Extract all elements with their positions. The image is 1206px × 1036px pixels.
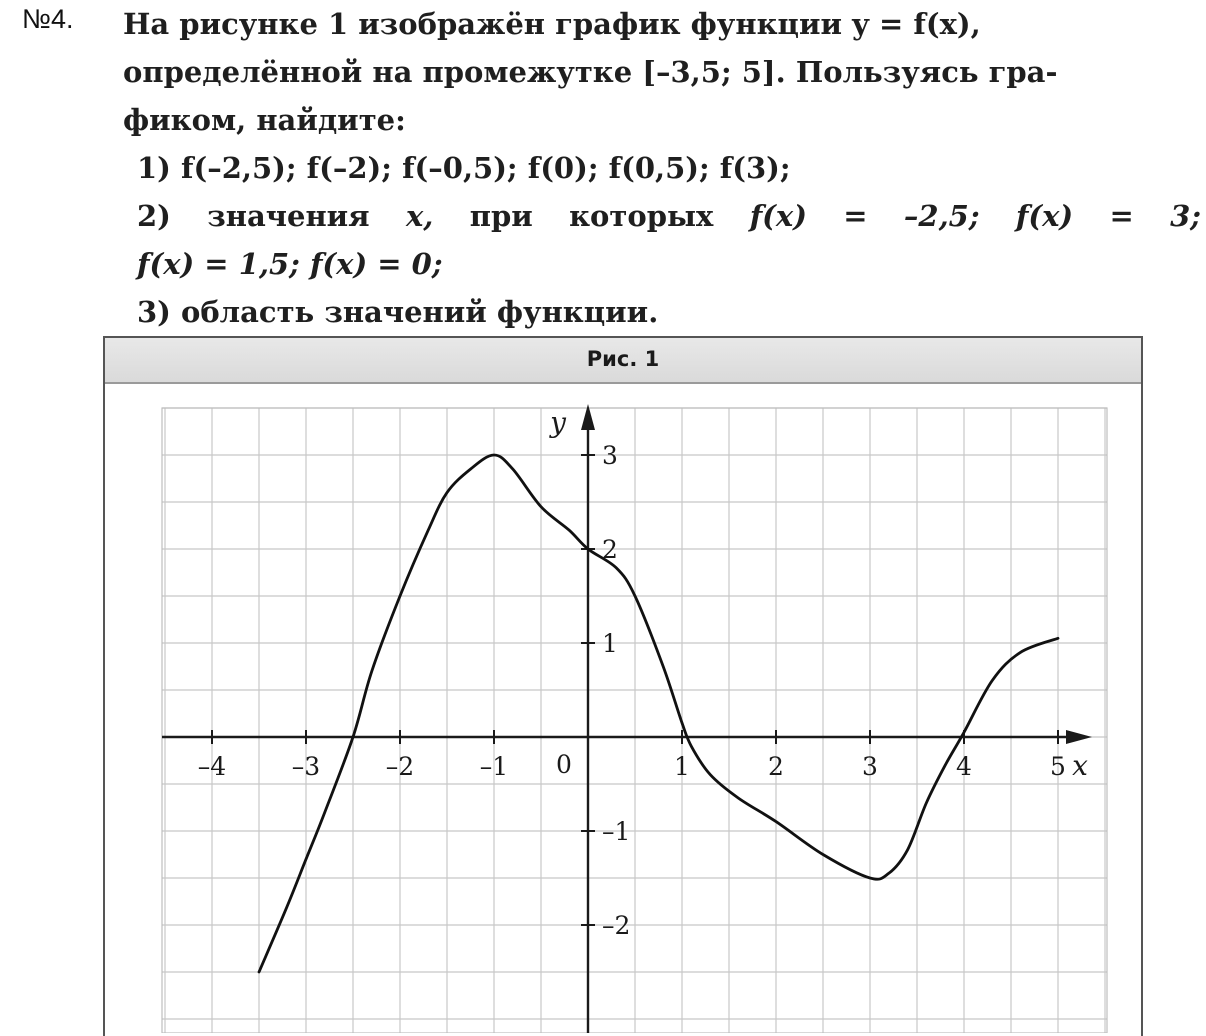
x-tick-label: 5	[1050, 752, 1066, 781]
problem-line-4: 1) f(–2,5); f(–2); f(–0,5); f(0); f(0,5); f(3);	[137, 151, 791, 185]
x-tick-label: 2	[768, 752, 784, 781]
x-axis-arrow	[1066, 730, 1092, 744]
problem-line-1: На рисунке 1 изображён график функции y = f(x),	[123, 7, 981, 41]
y-tick-label: 1	[602, 629, 618, 658]
grid	[162, 408, 1107, 1033]
y-tick-label: –1	[602, 817, 631, 846]
origin-label: 0	[556, 750, 572, 779]
function-curve	[259, 455, 1058, 972]
problem-line-2: определённой на промежутке [–3,5; 5]. Пользуясь гра-	[123, 55, 1058, 89]
y-tick-label: 2	[602, 535, 618, 564]
y-tick-label: –2	[602, 911, 631, 940]
x-axis-label: x	[1072, 749, 1088, 782]
x-tick-label: –3	[291, 752, 321, 781]
problem-line-5-word: 2) значения	[137, 199, 370, 233]
x-tick-label: –2	[385, 752, 415, 781]
problem-line-7: 3) область значений функции.	[137, 295, 659, 329]
x-tick-label: 4	[956, 752, 972, 781]
problem-line-5-word: x,	[405, 199, 434, 233]
tick-labels	[198, 406, 1088, 940]
problem-line-5-word: f(x) = –2,5;	[749, 199, 980, 233]
figure-caption: Рис. 1	[105, 338, 1141, 384]
x-tick-label: –4	[197, 752, 227, 781]
x-tick-label: –1	[479, 752, 509, 781]
x-tick-label: 1	[674, 752, 690, 781]
curve	[259, 455, 1058, 972]
problem-line-5-word: f(x) = 3;	[1015, 199, 1201, 233]
y-tick-label: 3	[602, 441, 618, 470]
task-number: №4.	[22, 4, 74, 34]
problem-line-3: фиком, найдите:	[123, 103, 406, 137]
problem-line-5-word: которых	[569, 199, 714, 233]
problem-line-5-word: при	[469, 199, 533, 233]
x-tick-label: 3	[862, 752, 878, 781]
y-axis-label: y	[550, 406, 566, 439]
problem-line-6: f(x) = 1,5; f(x) = 0;	[137, 247, 443, 281]
